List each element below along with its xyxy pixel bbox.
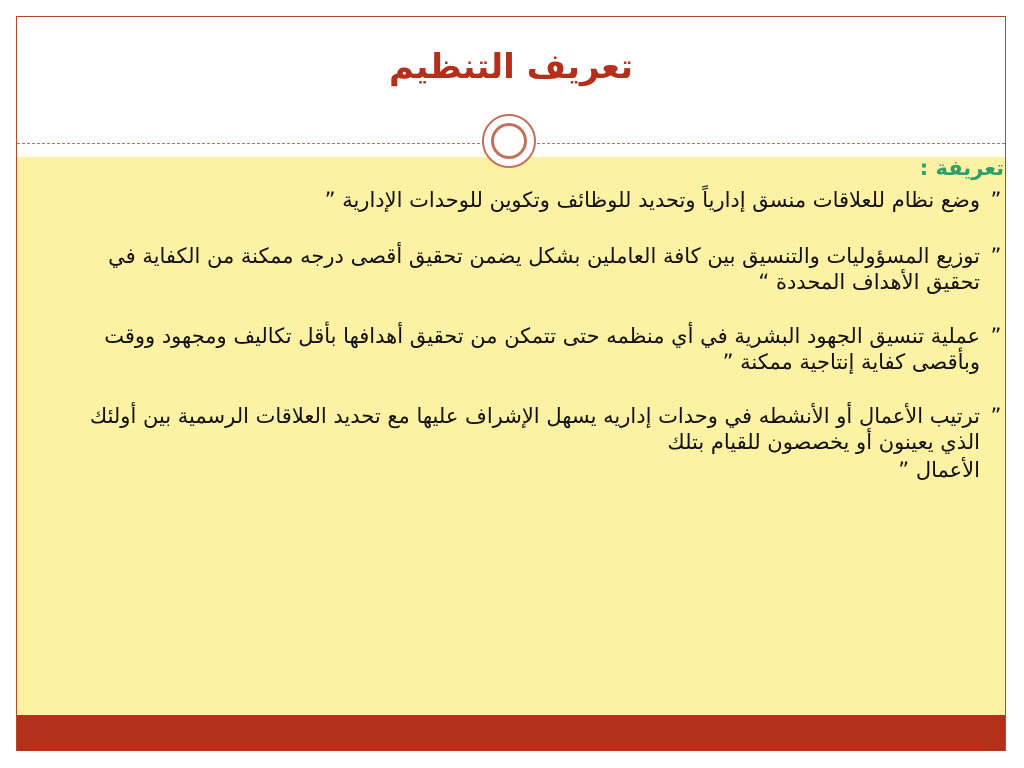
quote-mark: ” [990,188,1002,212]
definition-paragraph [55,403,1004,455]
slide-body [55,155,1004,483]
definition-paragraph [55,243,1004,295]
quote-mark: ” [990,244,1002,268]
definition-text: وضع نظام للعلاقات منسق إدارياً وتحديد للوظائف وتكوين للوحدات الإدارية ” [324,188,980,212]
definition-text: عملية تنسيق الجهود البشرية في أي منظمه حتى تتمكن من تحقيق أهدافها بأقل تكاليف ومجهود ووقت وبأقصى كفاية إنتاجية ممكنة ” [104,324,980,374]
definition-paragraph [55,187,1004,213]
definition-tail: الأعمال ” [898,458,980,482]
definition-heading: تعريفة : [919,156,1004,180]
definition-paragraph [55,323,1004,375]
quote-mark: ” [990,404,1002,428]
definition-text: ترتيب الأعمال أو الأنشطه في وحدات إداريه يسهل الإشراف عليها مع تحديد العلاقات الرسمية بين أولئك الذي يعينون أو يخصصون للقيام بتلك [89,404,980,454]
definition-text: توزيع المسؤوليات والتنسيق بين كافة العاملين بشكل يضمن تحقيق أقصى درجه ممكنة من الكفاية في تحقيق الأهداف المحددة “ [108,244,980,294]
quote-mark: ” [990,324,1002,348]
slide-title: تعريف التنظيم [388,47,634,87]
footer-bar [17,715,1005,751]
inner-circle-icon [491,123,527,159]
